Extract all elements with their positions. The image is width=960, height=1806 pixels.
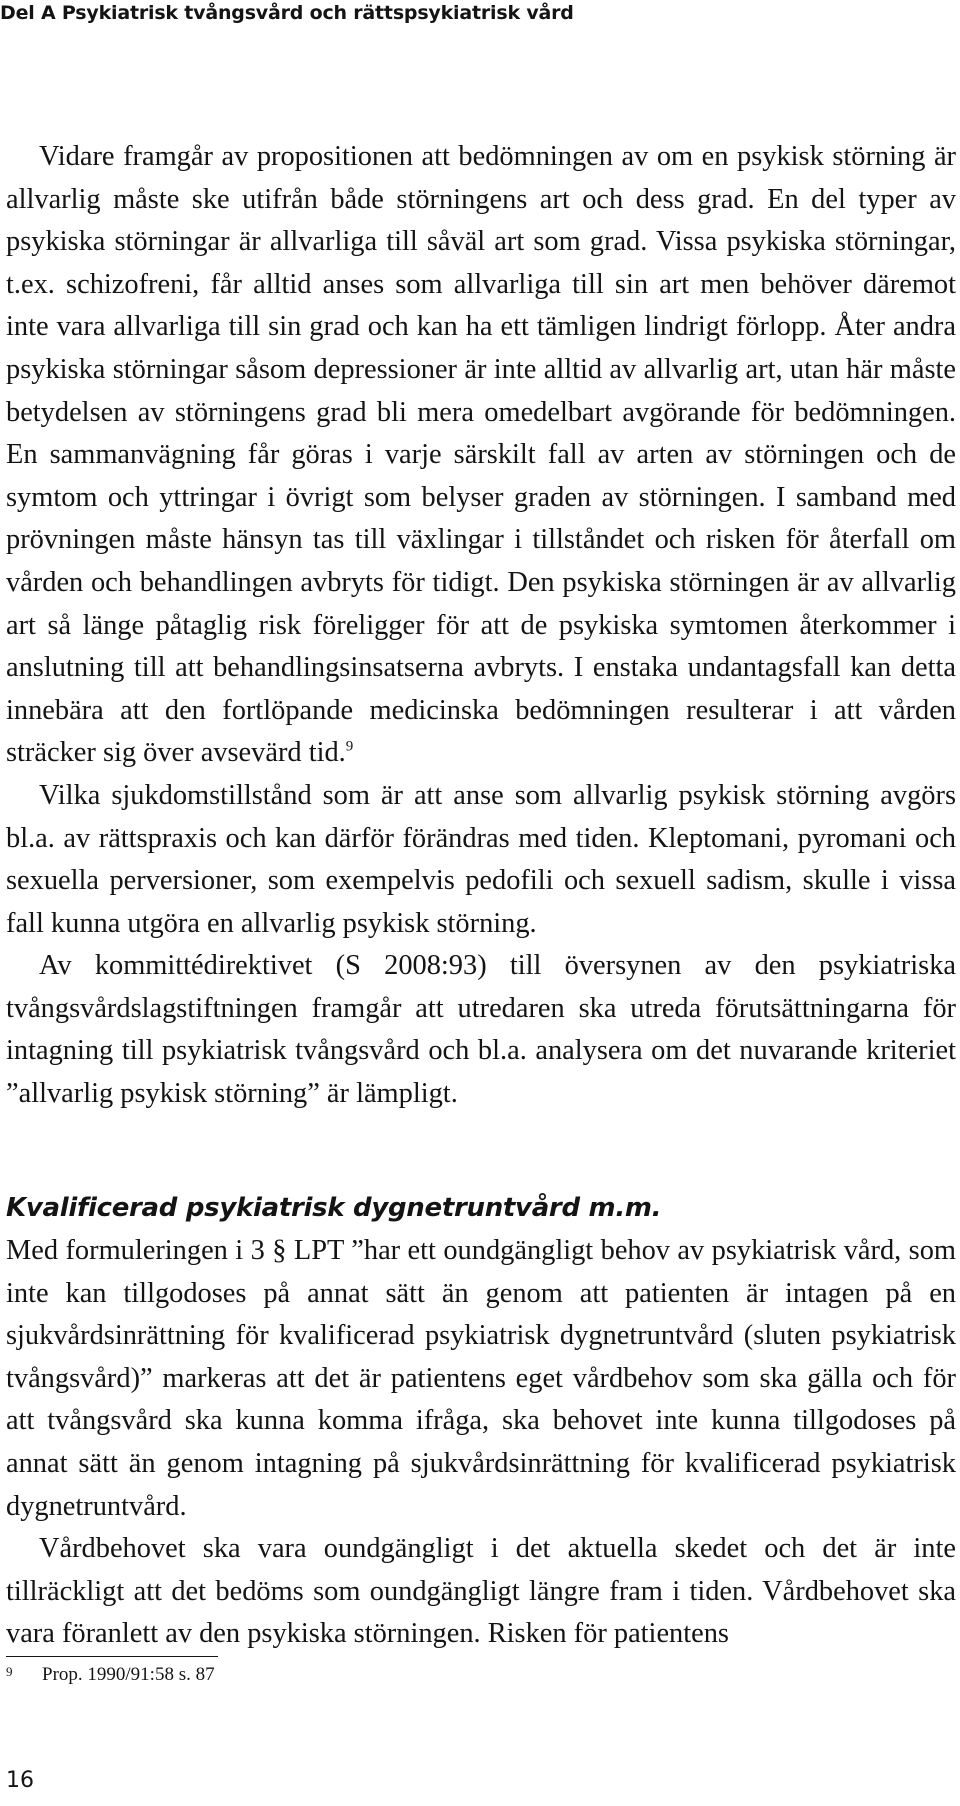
paragraph: Med formuleringen i 3 § LPT ”har ett oundgängligt behov av psykiatrisk vård, som inte kan tillgodoses på annat sätt än genom att patienten är intagen på en sjukvårdsinrättning för kvalificerad psykiatrisk dygnetruntvård (sluten psykiatrisk tvångsvård)” markeras att det är patientens eget vårdbehov som ska gälla och för att tvångsvård ska kunna komma ifråga, ska behovet inte kunna tillgodoses på annat sätt än genom intagning på sjukvårdsinrättning för kvalificerad psykiatrisk dygnetruntvård. xyxy=(6,1235,956,1522)
paragraph-text: Vidare framgår av propositionen att bedömningen av om en psykisk störning är allvarlig måste ske utifrån både störningens art och dess grad. En del typer av psykiska störningar är allvarliga till såväl art som grad. Vissa psykiska störningar, t.ex. schizofreni, får alltid anses som allvarliga till sin art men behöver däremot inte vara allvarliga till sin grad och kan ha ett tämligen lindrigt förlopp. Åter andra psykiska störningar såsom depressioner är inte alltid av allvarlig art, utan här måste betydelsen av störningens grad bli mera omedelbart avgörande för bedömningen. En sammanvägning får göras i varje särskilt fall av arten av störningen och de symtom och yttringar i övrigt som belyser graden av störningen. I samband med prövningen måste hänsyn tas till växlingar i tillståndet och risken för återfall om vården och behandlingen avbryts för tidigt. Den psykiska störningen är av allvarlig art så länge påtaglig risk föreligger för att de psykiska symtomen återkommer i anslutning till att behandlingsinsatserna avbryts. I enstaka undantagsfall kan detta innebära att den fortlöpande medicinska bedömningen resulterar i att vården sträcker sig över avsevärd tid. xyxy=(6,141,956,769)
paragraph xyxy=(6,136,956,775)
footnote-text: Prop. 1990/91:58 s. 87 xyxy=(42,1664,215,1685)
page-number: 16 xyxy=(6,1768,34,1793)
footnote xyxy=(6,1664,215,1686)
paragraph: Av kommittédirektivet (S 2008:93) till översynen av den psykiatriska tvångsvårdslagstiftningen framgår att utredaren ska utreda förutsättningarna för intagning till psykiatrisk tvångsvård och bl.a. analysera om det nuvarande kriteriet ”allvarlig psykisk störning” är lämpligt. xyxy=(6,950,956,1110)
paragraph: Vilka sjukdomstillstånd som är att anse som allvarlig psykisk störning avgörs bl.a. av rättspraxis och kan därför förändras med tiden. Kleptomani, pyromani och sexuella perversioner, som exempelvis pedofili och sexuell sadism, skulle i vissa fall kunna utgöra en allvarlig psykisk störning. xyxy=(6,779,956,939)
footnote-reference[interactable]: 9 xyxy=(345,738,354,755)
footnote-number: 9 xyxy=(6,1664,13,1679)
footnote-divider xyxy=(6,1656,218,1657)
running-header: Del A Psykiatrisk tvångsvård och rättspsykiatrisk vård xyxy=(0,2,574,24)
paragraph: Vårdbehovet ska vara oundgängligt i det aktuella skedet och det är inte tillräckligt att det bedöms som oundgängligt längre fram i tiden. Vårdbehovet ska vara föranlett av den psykiska störningen. Risken för patientens xyxy=(6,1533,956,1650)
section-heading: Kvalificerad psykiatrisk dygnetruntvård m.m. xyxy=(6,1193,662,1223)
body-section-2 xyxy=(6,1230,956,1656)
body-section-1 xyxy=(6,136,956,1116)
